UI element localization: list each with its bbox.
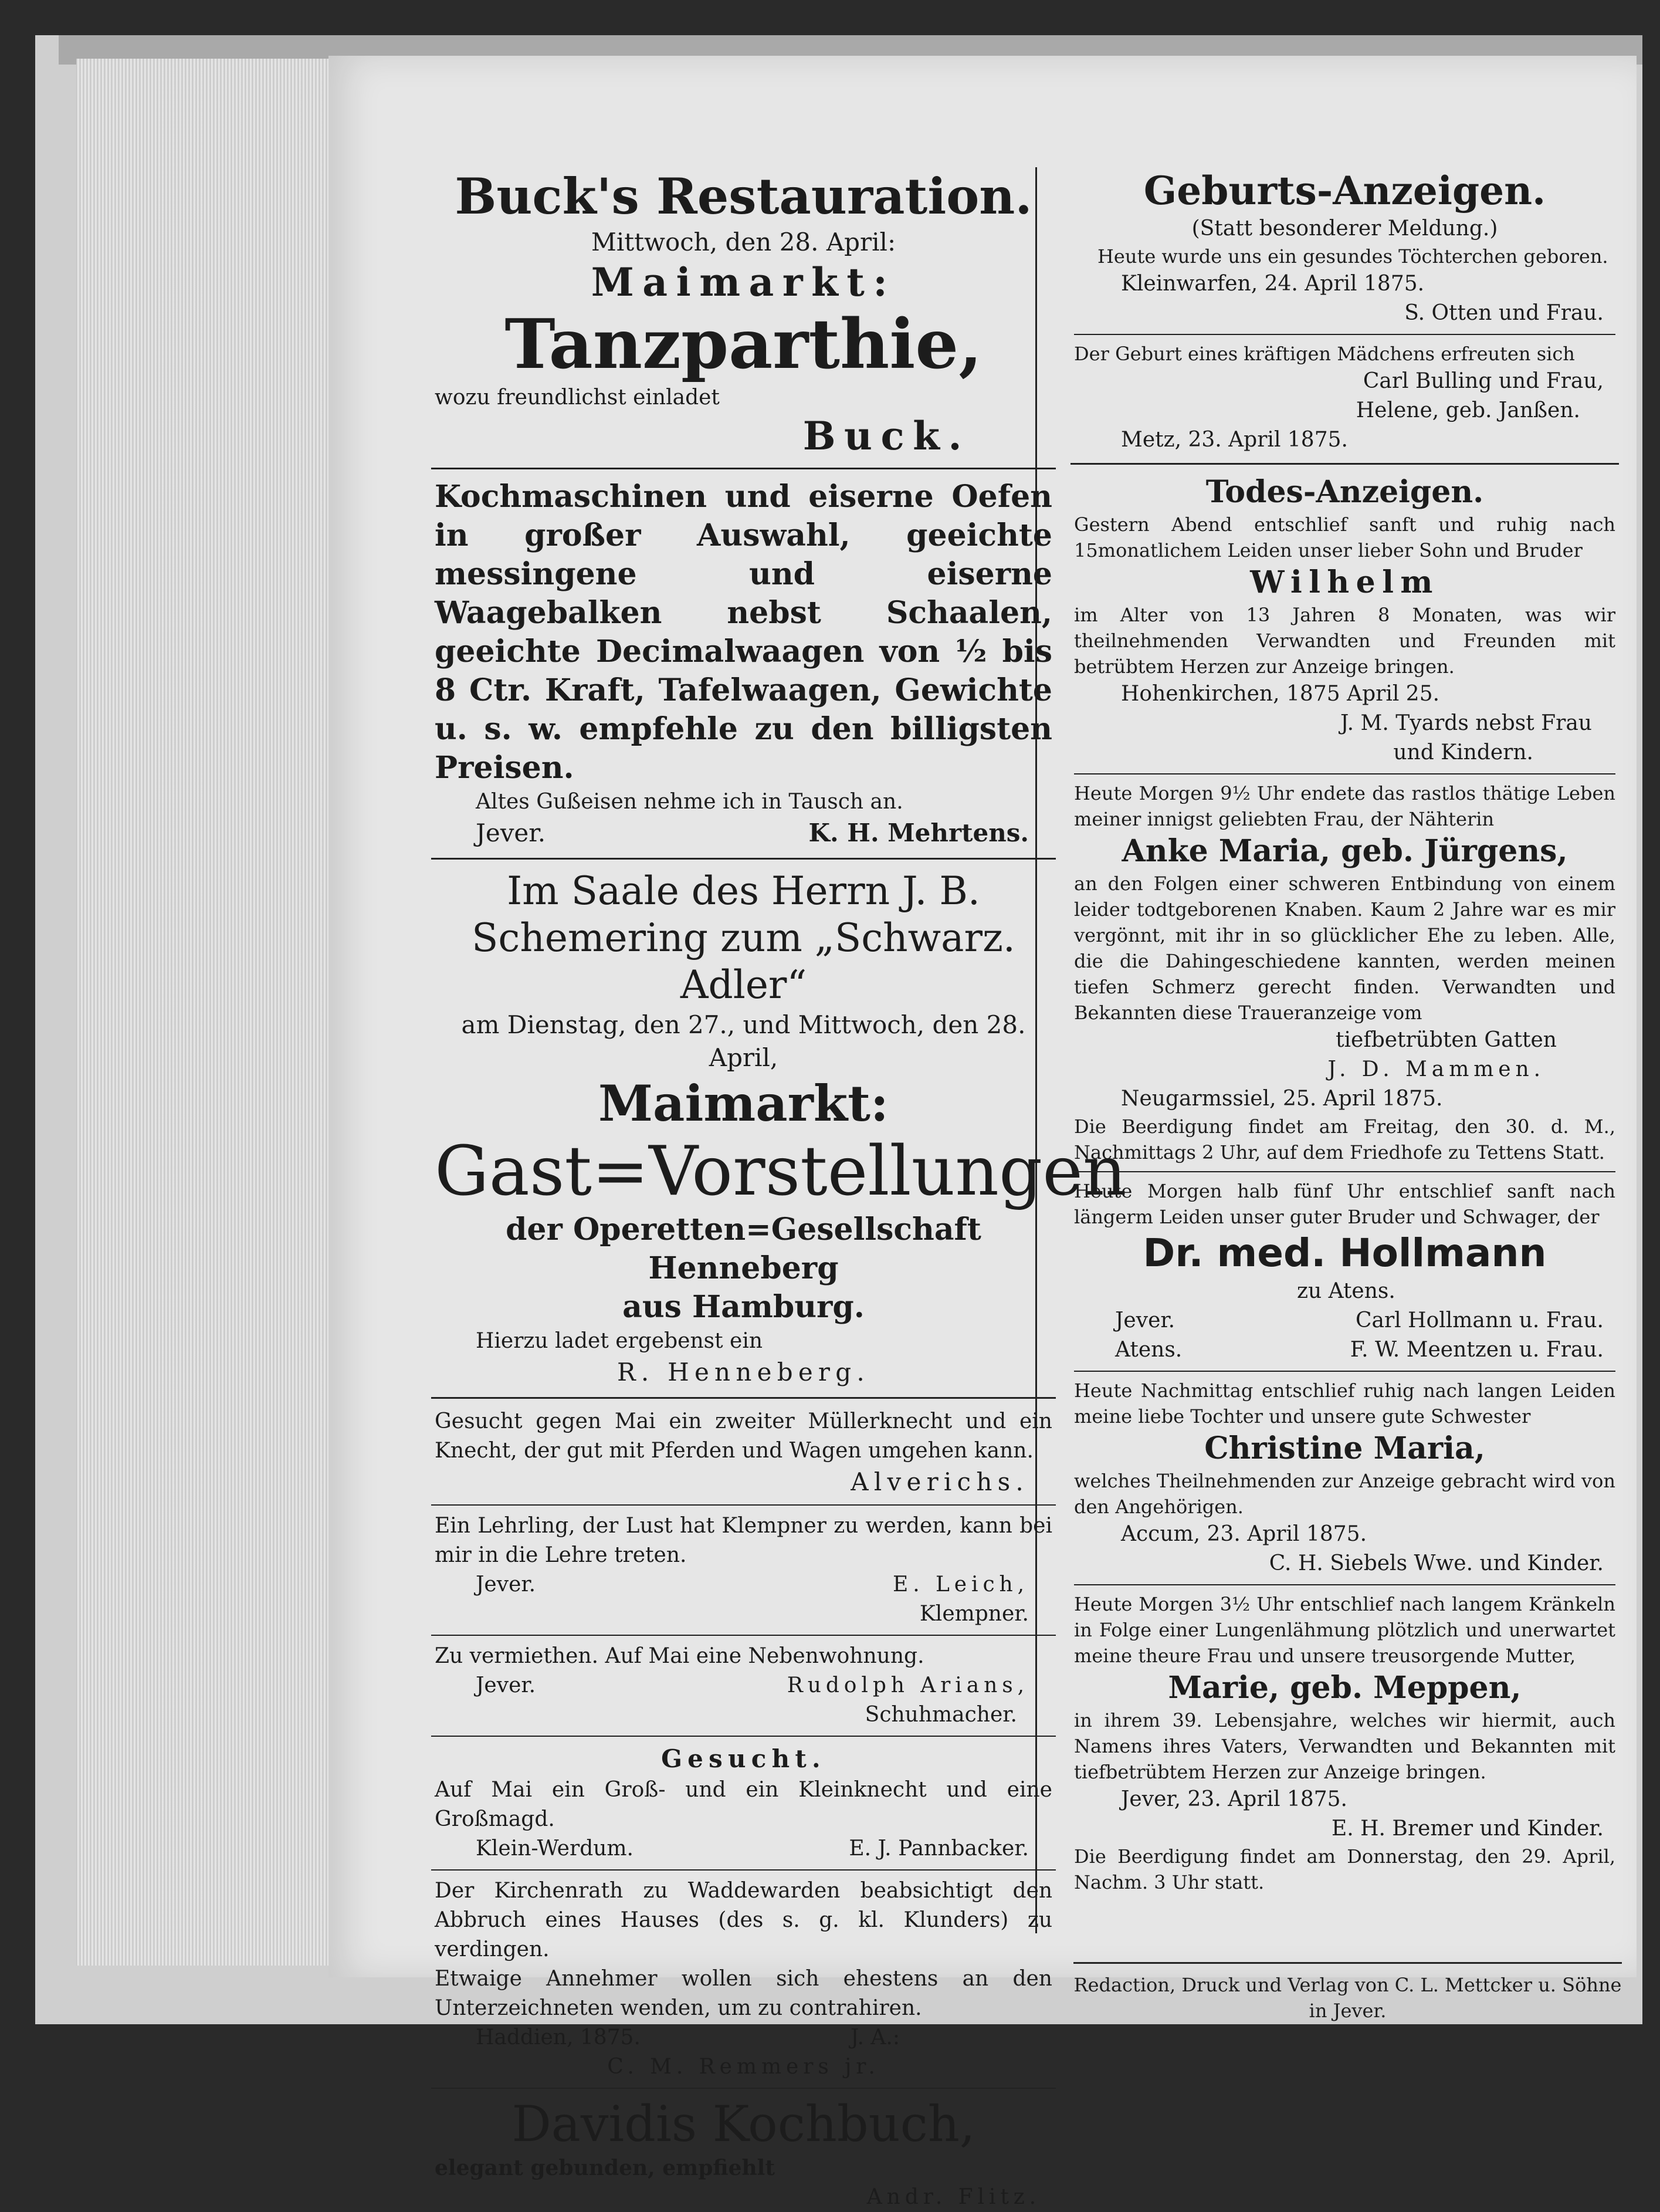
- notice-funeral: Die Beerdigung findet am Donnerstag, den 29. April, Nachm. 3 Uhr statt.: [1074, 1845, 1615, 1893]
- ad-headline: Gast=Vorstellungen: [435, 1132, 1127, 1211]
- notice-body: Heute wurde uns ein gesundes Töchterchen geboren.: [1097, 245, 1608, 268]
- ad-ia: J. A.:: [850, 2025, 900, 2049]
- notice-body: Heute Morgen 9½ Uhr endete das rastlos thätige Leben meiner innigst geliebten Frau, der Nähterin: [1074, 782, 1615, 830]
- ad-signature: Andr. Flitz.: [866, 2185, 1041, 2209]
- ad-invite: Hierzu ladet ergebenst ein: [476, 1329, 763, 1353]
- ad-dates: am Dienstag, den 27., und Mittwoch, den 28. April,: [461, 1010, 1026, 1072]
- notice-name: Marie, geb. Meppen,: [1168, 1670, 1522, 1706]
- notice-body: an den Folgen einer schweren Entbindung von einem leider todtgeborenen Knaben. Kaum 2 Jahre war es mir vergönnt, mit ihr in so glücklicher Ehe zu leben. Alle, die die Dahingeschiedene kannten, werden meinen tiefen Schmerz gerecht finden. Verwandten und Bekannten diese Traueranzeige vom: [1074, 872, 1615, 1024]
- notice-body: welches Theilnehmenden zur Anzeige gebracht wird von den Angehörigen.: [1074, 1470, 1615, 1518]
- newspaper-page: [328, 56, 1637, 2209]
- ad-trade: Schuhmacher.: [865, 1703, 1017, 1727]
- ad-place: Jever.: [476, 1572, 536, 1597]
- ad-event: Maimarkt:: [598, 1074, 889, 1132]
- ad-flitz: [431, 2095, 1056, 2212]
- divider: [1074, 1371, 1615, 1372]
- notice-signature: Helene, geb. Janßen.: [1356, 398, 1580, 422]
- imprint: [1073, 1954, 1622, 2024]
- ad-remmers: [431, 1876, 1056, 2082]
- divider: [431, 468, 1056, 469]
- ad-heading: Schemering zum „Schwarz. Adler“: [472, 915, 1015, 1007]
- notice-location: zu Atens.: [1297, 1279, 1395, 1303]
- ad-signature: Alverichs.: [851, 1467, 1029, 1496]
- ad-signature: E. J. Pannbacker.: [849, 1836, 1029, 1861]
- notice-signature: und Kindern.: [1393, 740, 1533, 765]
- ad-place: Haddien, 1875.: [476, 2025, 641, 2049]
- notice-name: Anke Maria, geb. Jürgens,: [1122, 833, 1568, 869]
- divider: [431, 1869, 1056, 1871]
- ad-signature: R. Henneberg.: [617, 1358, 870, 1386]
- divider: [431, 1504, 1056, 1506]
- ad-signature: Buck.: [802, 413, 970, 459]
- notice-name: Dr. med. Hollmann: [1143, 1230, 1547, 1276]
- section-heading: Geburts-Anzeigen.: [1143, 168, 1546, 214]
- ad-body: Gesucht gegen Mai ein zweiter Müllerknecht und ein Knecht, der gut mit Pferden und Wagen umgehen kann.: [435, 1409, 1052, 1463]
- notice-body: Heute Morgen 3½ Uhr entschlief nach langem Kränkeln in Folge einer Lungenlähmung plötzlich und unerwartet meine theure Frau und unsere treusorgende Mutter,: [1074, 1593, 1615, 1667]
- notice-place: Kleinwarfen, 24. April 1875.: [1121, 272, 1425, 296]
- imprint-text: Redaction, Druck und Verlag von C. L. Mettcker u. Söhne in Jever.: [1073, 1974, 1622, 2022]
- notice-place: Metz, 23. April 1875.: [1121, 428, 1348, 452]
- ad-signature: Rudolph Arians,: [787, 1673, 1029, 1697]
- ad-alverichs: [431, 1407, 1056, 1499]
- ad-mehrtens: [431, 478, 1056, 850]
- notice-name: Wilhelm: [1250, 564, 1439, 600]
- ad-buck: [431, 167, 1056, 459]
- ad-headline: Tanzparthie,: [504, 305, 983, 384]
- notice-signature: C. H. Siebels Wwe. und Kinder.: [1269, 1551, 1604, 1575]
- ad-body: Auf Mai ein Groß- und ein Kleinknecht und eine Großmagd.: [435, 1778, 1052, 1831]
- notice-body: Der Geburt eines kräftigen Mädchens erfreuten sich: [1074, 343, 1575, 365]
- notice-place: Jever, 23. April 1875.: [1121, 1787, 1347, 1811]
- ad-body: Ein Lehrling, der Lust hat Klempner zu werden, kann bei mir in die Lehre treten.: [435, 1514, 1052, 1567]
- divider: [431, 2088, 1056, 2089]
- deaths-section: [1070, 473, 1619, 1895]
- ad-event: Maimarkt:: [591, 259, 896, 305]
- notice-place: Neugarmssiel, 25. April 1875.: [1121, 1087, 1443, 1111]
- section-subheading: (Statt besonderer Meldung.): [1191, 217, 1498, 241]
- notice-place: Atens.: [1115, 1338, 1183, 1362]
- notice-body: in ihrem 39. Lebensjahre, welches wir hiermit, auch Namens ihres Vaters, Verwandten und Bekannten mit tiefbetrübtem Herzen zur Anzeige bringen.: [1074, 1709, 1615, 1783]
- ad-arians: [431, 1642, 1056, 1730]
- divider: [431, 1397, 1056, 1399]
- ad-place: Jever.: [476, 1673, 536, 1697]
- ad-subtitle: der Operetten=Gesellschaft Henneberg: [506, 1212, 981, 1286]
- divider: [431, 1635, 1056, 1636]
- ad-subtitle: aus Hamburg.: [622, 1289, 865, 1325]
- divider: [1074, 1171, 1615, 1172]
- ad-place: Klein-Werdum.: [476, 1836, 633, 1861]
- notice-signature: Carl Bulling und Frau,: [1363, 369, 1604, 393]
- divider: [1074, 1584, 1615, 1585]
- births-section: [1070, 167, 1619, 455]
- notice-body: Heute Nachmittag entschlief ruhig nach langen Leiden meine liebe Tochter und unsere gute Schwester: [1074, 1379, 1615, 1428]
- ad-note: Altes Gußeisen nehme ich in Tausch an.: [476, 790, 903, 814]
- notice-name: Christine Maria,: [1204, 1430, 1485, 1466]
- notice-signature: Carl Hollmann u. Frau.: [1355, 1308, 1604, 1332]
- divider: [431, 858, 1056, 860]
- divider: [1074, 334, 1615, 335]
- ad-title: Buck's Restauration.: [455, 167, 1032, 225]
- notice-signature: tiefbetrübten Gatten: [1336, 1028, 1557, 1052]
- notice-body: Gestern Abend entschlief sanft und ruhig nach 15monatlichem Leiden unser lieber Sohn und Bruder: [1074, 513, 1615, 562]
- ad-trade: Klempner.: [919, 1602, 1029, 1626]
- notice-signature: F. W. Meentzen u. Frau.: [1350, 1338, 1604, 1362]
- ad-leich: [431, 1511, 1056, 1629]
- right-column: [1070, 167, 1619, 1895]
- page-edges: [76, 59, 334, 1966]
- ad-place: Jever.: [476, 818, 546, 847]
- ad-pannbacker: [431, 1743, 1056, 1863]
- divider: [1074, 773, 1615, 774]
- left-column: [431, 167, 1127, 2212]
- ad-signature: K. H. Mehrtens.: [808, 818, 1029, 847]
- notice-funeral: Die Beerdigung findet am Freitag, den 30. d. M., Nachmittags 2 Uhr, auf dem Friedhofe zu Tettens Statt.: [1074, 1115, 1615, 1164]
- ad-body: Der Kirchenrath zu Waddewarden beabsichtigt den Abbruch eines Hauses (des s. g. kl. Klunders) zu verdingen.: [435, 1879, 1052, 1961]
- ad-body: elegant gebunden, empfiehlt: [435, 2156, 775, 2180]
- ad-headline: Davidis Kochbuch,: [511, 2095, 975, 2153]
- notice-signature: S. Otten und Frau.: [1404, 301, 1604, 325]
- divider: [1070, 463, 1619, 465]
- ad-body: Kochmaschinen und eiserne Oefen in großer Auswahl, geeichte messingene und eiserne Waagebalken nebst Schaalen, geeichte Decimalwaagen von ½ bis 8 Ctr. Kraft, Tafelwaagen, Gewichte u. s. w. empfehle zu den billigsten Preisen.: [435, 479, 1052, 786]
- ad-heading: Gesucht.: [661, 1744, 826, 1773]
- notice-signature: J. D. Mammen.: [1327, 1057, 1545, 1081]
- divider: [1073, 1962, 1622, 1964]
- ad-invite: wozu freundlichst einladet: [435, 385, 720, 410]
- notice-place: Jever.: [1115, 1308, 1175, 1332]
- ad-heading: Im Saale des Herrn J. B.: [507, 868, 980, 914]
- section-heading: Todes-Anzeigen.: [1205, 474, 1484, 510]
- notice-body: Heute Morgen halb fünf Uhr entschlief sanft nach längerm Leiden unser guter Bruder und Schwager, der: [1074, 1180, 1615, 1228]
- notice-place: Accum, 23. April 1875.: [1121, 1522, 1367, 1546]
- ad-signature: C. M. Remmers jr.: [607, 2055, 880, 2079]
- ad-signature: E. Leich,: [893, 1572, 1029, 1597]
- notice-place: Hohenkirchen, 1875 April 25.: [1121, 682, 1440, 706]
- notice-signature: J. M. Tyards nebst Frau: [1340, 711, 1592, 735]
- ad-date: Mittwoch, den 28. April:: [591, 228, 896, 256]
- ad-body: Zu vermiethen. Auf Mai eine Nebenwohnung.: [435, 1644, 924, 1668]
- notice-body: im Alter von 13 Jahren 8 Monaten, was wir theilnehmenden Verwandten und Freunden mit betrübtem Herzen zur Anzeige bringen.: [1074, 604, 1615, 678]
- notice-signature: E. H. Bremer und Kinder.: [1331, 1817, 1604, 1841]
- divider: [431, 1736, 1056, 1737]
- ad-body: Etwaige Annehmer wollen sich ehestens an den Unterzeichneten wenden, um zu contrahiren.: [435, 1967, 1052, 2020]
- ad-henneberg: [431, 868, 1127, 1389]
